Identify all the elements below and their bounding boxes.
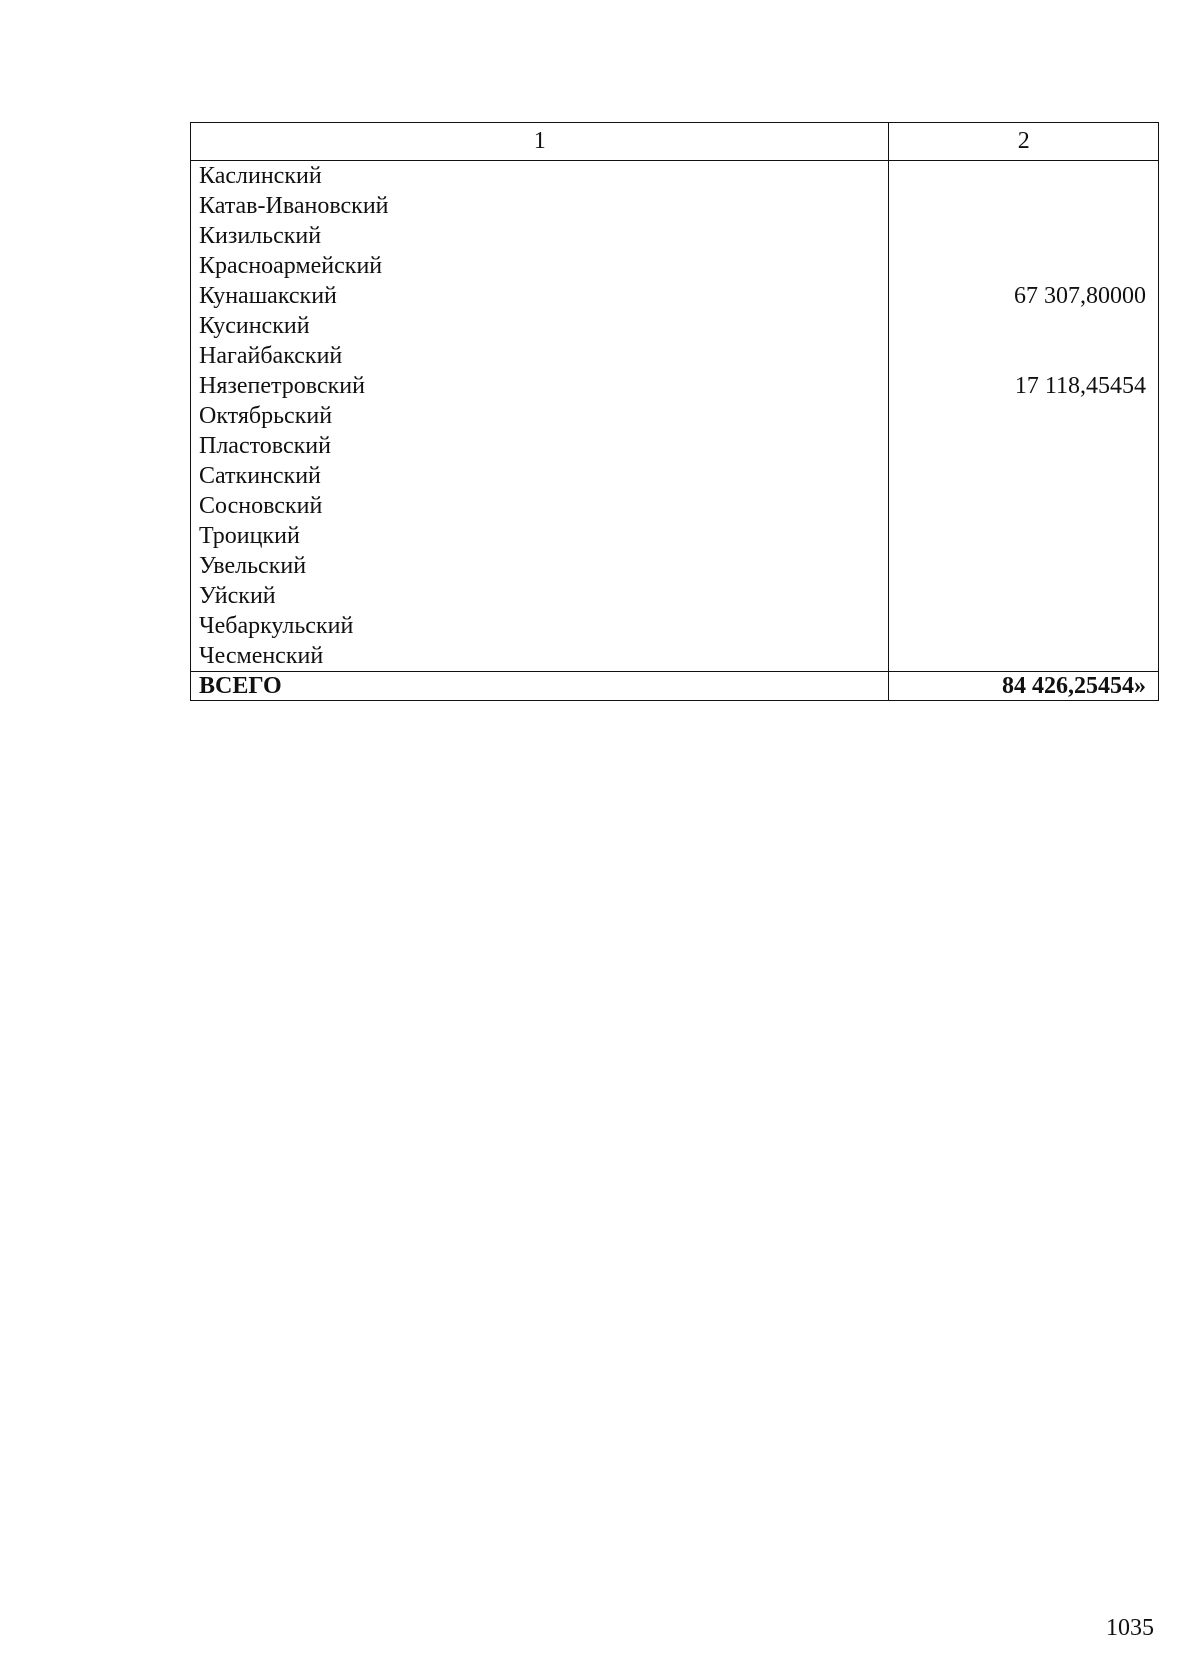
row-name: Кизильский: [191, 221, 889, 251]
row-value: [889, 161, 1159, 192]
row-value: [889, 461, 1159, 491]
row-value: 67 307,80000: [889, 281, 1159, 311]
table-row: [191, 581, 1159, 611]
total-label: ВСЕГО: [191, 672, 889, 701]
table-body: [191, 161, 1159, 672]
table-row: [191, 311, 1159, 341]
row-name: Саткинский: [191, 461, 889, 491]
table-row: [191, 461, 1159, 491]
table-row: [191, 551, 1159, 581]
row-name: Красноармейский: [191, 251, 889, 281]
table-row: [191, 401, 1159, 431]
table-row: [191, 611, 1159, 641]
table-row: [191, 251, 1159, 281]
row-name: Увельский: [191, 551, 889, 581]
row-name: Катав-Ивановский: [191, 191, 889, 221]
row-name: Сосновский: [191, 491, 889, 521]
row-value: [889, 491, 1159, 521]
row-value: [889, 311, 1159, 341]
row-value: [889, 641, 1159, 672]
column-header-2: 2: [889, 123, 1159, 161]
row-value: [889, 221, 1159, 251]
table-header: [191, 123, 1159, 161]
row-value: [889, 251, 1159, 281]
table-row: [191, 431, 1159, 461]
column-header-1: 1: [191, 123, 889, 161]
total-row: [191, 672, 1159, 701]
row-name: Кусинский: [191, 311, 889, 341]
row-name: Нязепетровский: [191, 371, 889, 401]
row-value: [889, 431, 1159, 461]
row-value: [889, 401, 1159, 431]
table-footer: [191, 672, 1159, 701]
row-name: Уйский: [191, 581, 889, 611]
page-number: 1035: [1106, 1615, 1154, 1641]
row-value: [889, 611, 1159, 641]
row-name: Октябрьский: [191, 401, 889, 431]
district-amount-table: [190, 122, 1159, 701]
row-name: Чебаркульский: [191, 611, 889, 641]
row-value: [889, 191, 1159, 221]
table-row: [191, 521, 1159, 551]
row-name: Троицкий: [191, 521, 889, 551]
table-row: [191, 641, 1159, 672]
row-value: [889, 341, 1159, 371]
row-value: 17 118,45454: [889, 371, 1159, 401]
table-row: [191, 281, 1159, 311]
row-name: Кунашакский: [191, 281, 889, 311]
table-row: [191, 341, 1159, 371]
table-row: [191, 221, 1159, 251]
row-name: Каслинский: [191, 161, 889, 192]
table-row: [191, 491, 1159, 521]
row-value: [889, 551, 1159, 581]
table-row: [191, 191, 1159, 221]
row-value: [889, 581, 1159, 611]
table-header-row: [191, 123, 1159, 161]
row-value: [889, 521, 1159, 551]
table-row: [191, 161, 1159, 192]
row-name: Чесменский: [191, 641, 889, 672]
table-row: [191, 371, 1159, 401]
row-name: Пластовский: [191, 431, 889, 461]
row-name: Нагайбакский: [191, 341, 889, 371]
total-value: 84 426,25454»: [889, 672, 1159, 701]
